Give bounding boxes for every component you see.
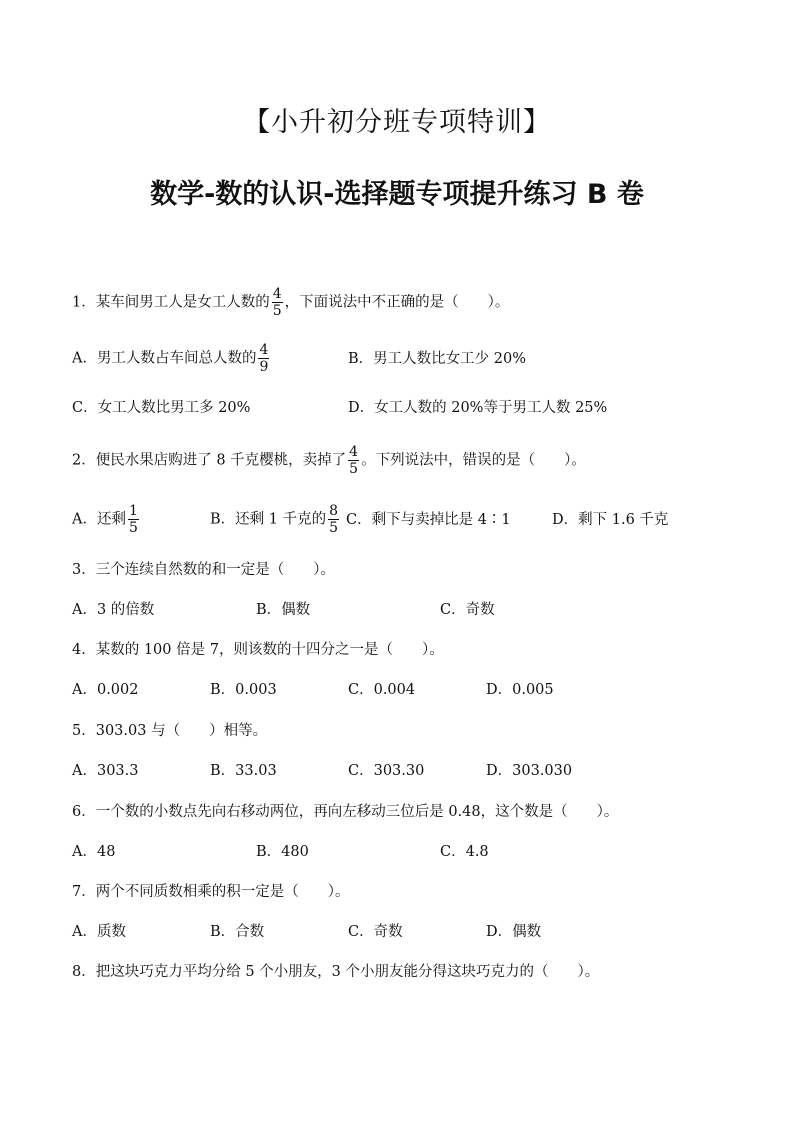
question-3-option-a: A．3 的倍数 (72, 602, 155, 618)
fraction-denominator: 5 (128, 520, 138, 536)
option-text: A．还剩 (72, 511, 126, 528)
question-3-option-c: C．奇数 (440, 602, 495, 618)
fraction-denominator: 9 (259, 359, 269, 375)
question-7-stem: 7．两个不同质数相乘的积一定是（ ）。 (72, 884, 350, 900)
fraction-denominator: 5 (272, 303, 282, 319)
fraction-denominator: 5 (349, 461, 359, 477)
question-4-option-c: C．0.004 (348, 682, 416, 698)
question-1-option-a (72, 342, 271, 375)
question-5-option-d: D．303.030 (486, 763, 573, 779)
question-4-stem: 4．某数的 100 倍是 7，则该数的十四分之一是（ ）。 (72, 642, 444, 658)
option-fraction (258, 342, 269, 375)
question-5-option-b: B．33.03 (210, 763, 277, 779)
question-2-stem (72, 444, 586, 477)
question-5-stem: 5．303.03 与（ ）相等。 (72, 723, 268, 739)
question-2-stem-before: 2．便民水果店购进了 8 千克樱桃，卖掉了 (72, 452, 347, 469)
question-7-option-b: B．合数 (210, 924, 265, 940)
question-1-option-c: C．女工人数比男工多 20% (72, 400, 251, 416)
question-4-option-d: D．0.005 (486, 682, 554, 698)
question-7-option-c: C．奇数 (348, 924, 403, 940)
question-1-stem (72, 286, 509, 319)
question-2-option-a (72, 503, 141, 536)
fraction-numerator: 8 (329, 503, 339, 519)
question-2-fraction (348, 444, 359, 477)
question-7-option-d: D．偶数 (486, 924, 542, 940)
question-3-option-b: B．偶数 (256, 602, 311, 618)
fraction-numerator: 4 (259, 342, 269, 358)
question-8-stem: 8．把这块巧克力平均分给 5 个小朋友，3 个小朋友能分得这块巧克力的（ ）。 (72, 964, 600, 980)
question-2-option-b (210, 503, 341, 536)
question-6-stem: 6．一个数的小数点先向右移动两位，再向左移动三位后是 0.48，这个数是（ ）。 (72, 804, 619, 820)
question-7-option-a: A．质数 (72, 924, 126, 940)
question-3-stem: 3．三个连续自然数的和一定是（ ）。 (72, 562, 335, 578)
page-subtitle: 数学-数的认识-选择题专项提升练习 B 卷 (150, 179, 644, 210)
question-1-stem-before: 1．某车间男工人是女工人数的 (72, 294, 270, 311)
option-text: B．还剩 1 千克的 (210, 511, 327, 528)
question-4-option-b: B．0.003 (210, 682, 277, 698)
question-2-stem-after: 。下列说法中，错误的是（ ）。 (361, 452, 586, 469)
fraction-numerator: 4 (272, 286, 282, 302)
question-4-option-a: A．0.002 (72, 682, 139, 698)
question-2-option-c: C．剩下与卖掉比是 4∶1 (346, 512, 511, 528)
fraction-numerator: 4 (349, 444, 359, 460)
fraction-numerator: 1 (128, 503, 138, 519)
question-1-fraction (272, 286, 283, 319)
question-1-option-b: B．男工人数比女工少 20% (348, 351, 526, 367)
option-fraction (128, 503, 139, 536)
option-text: A．男工人数占车间总人数的 (72, 350, 257, 367)
question-1-option-d: D．女工人数的 20%等于男工人数 25% (348, 400, 608, 416)
question-5-option-c: C．303.30 (348, 763, 425, 779)
question-6-option-b: B．480 (256, 844, 309, 860)
question-1-stem-after: ，下面说法中不正确的是（ ）。 (284, 294, 510, 311)
question-5-option-a: A．303.3 (72, 763, 139, 779)
option-fraction (328, 503, 339, 536)
question-2-option-d: D．剩下 1.6 千克 (552, 512, 669, 528)
question-6-option-a: A．48 (72, 844, 116, 860)
page-title: 【小升初分班专项特训】 (243, 107, 551, 138)
question-6-option-c: C．4.8 (440, 844, 489, 860)
fraction-denominator: 5 (329, 520, 339, 536)
